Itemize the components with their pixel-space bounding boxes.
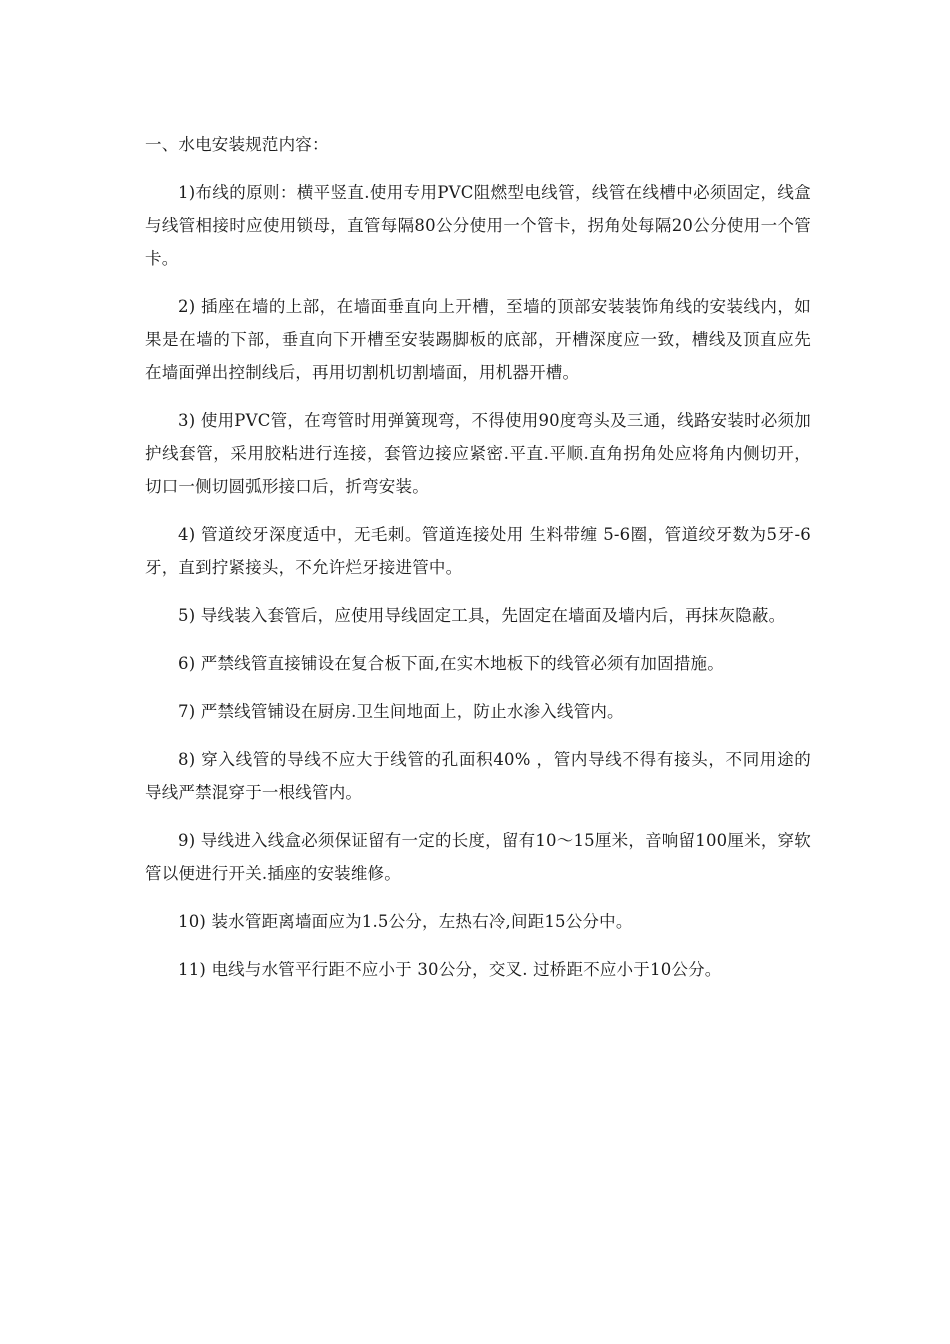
rule-paragraph-7: 7) 严禁线管铺设在厨房.卫生间地面上，防止水渗入线管内。 (178, 702, 624, 721)
rule-paragraph-8: 8) 穿入线管的导线不应大于线管的孔面积40% ，管内导线不得有接头，不同用途的导线严禁混穿于一根线管内。 (145, 750, 811, 802)
rule-paragraph-11: 11) 电线与水管平行距不应小于 30公分，交叉. 过桥距不应小于10公分。 (178, 960, 722, 979)
rule-paragraph-9: 9) 导线进入线盒必须保证留有一定的长度，留有10～15厘米，音响留100厘米，穿软管以便进行开关.插座的安装维修。 (145, 831, 811, 883)
section-heading: 一、水电安装规范内容： (145, 135, 329, 154)
rule-paragraph-4: 4) 管道绞牙深度适中，无毛刺。管道连接处用 生料带缠 5-6圈，管道绞牙数为5牙-6牙，直到拧紧接头，不允许烂牙接进管中。 (145, 525, 811, 577)
rule-paragraph-6: 6) 严禁线管直接铺设在复合板下面,在实木地板下的线管必须有加固措施。 (178, 654, 724, 673)
rule-paragraph-3: 3) 使用PVC管，在弯管时用弹簧现弯，不得使用90度弯头及三通，线路安装时必须加护线套管，采用胶粘进行连接，套管边接应紧密.平直.平顺.直角拐角处应将角内侧切开，切口一侧切圆弧形接口后，折弯安装。 (145, 411, 811, 496)
rule-paragraph-2: 2) 插座在墙的上部，在墙面垂直向上开槽，至墙的顶部安装装饰角线的安装线内，如果是在墙的下部，垂直向下开槽至安装踢脚板的底部，开槽深度应一致，槽线及顶直应先在墙面弹出控制线后，再用切割机切割墙面，用机器开槽。 (145, 297, 811, 382)
document-body (145, 128, 811, 1001)
rule-paragraph-5: 5) 导线装入套管后，应使用导线固定工具，先固定在墙面及墙内后，再抹灰隐蔽。 (178, 606, 786, 625)
rule-paragraph-10: 10) 装水管距离墙面应为1.5公分，左热右冷,间距15公分中。 (178, 912, 633, 931)
rule-paragraph-1: 1)布线的原则：横平竖直.使用专用PVC阻燃型电线管，线管在线槽中必须固定，线盒与线管相接时应使用锁母，直管每隔80公分使用一个管卡，拐角处每隔20公分使用一个管卡。 (145, 183, 811, 268)
